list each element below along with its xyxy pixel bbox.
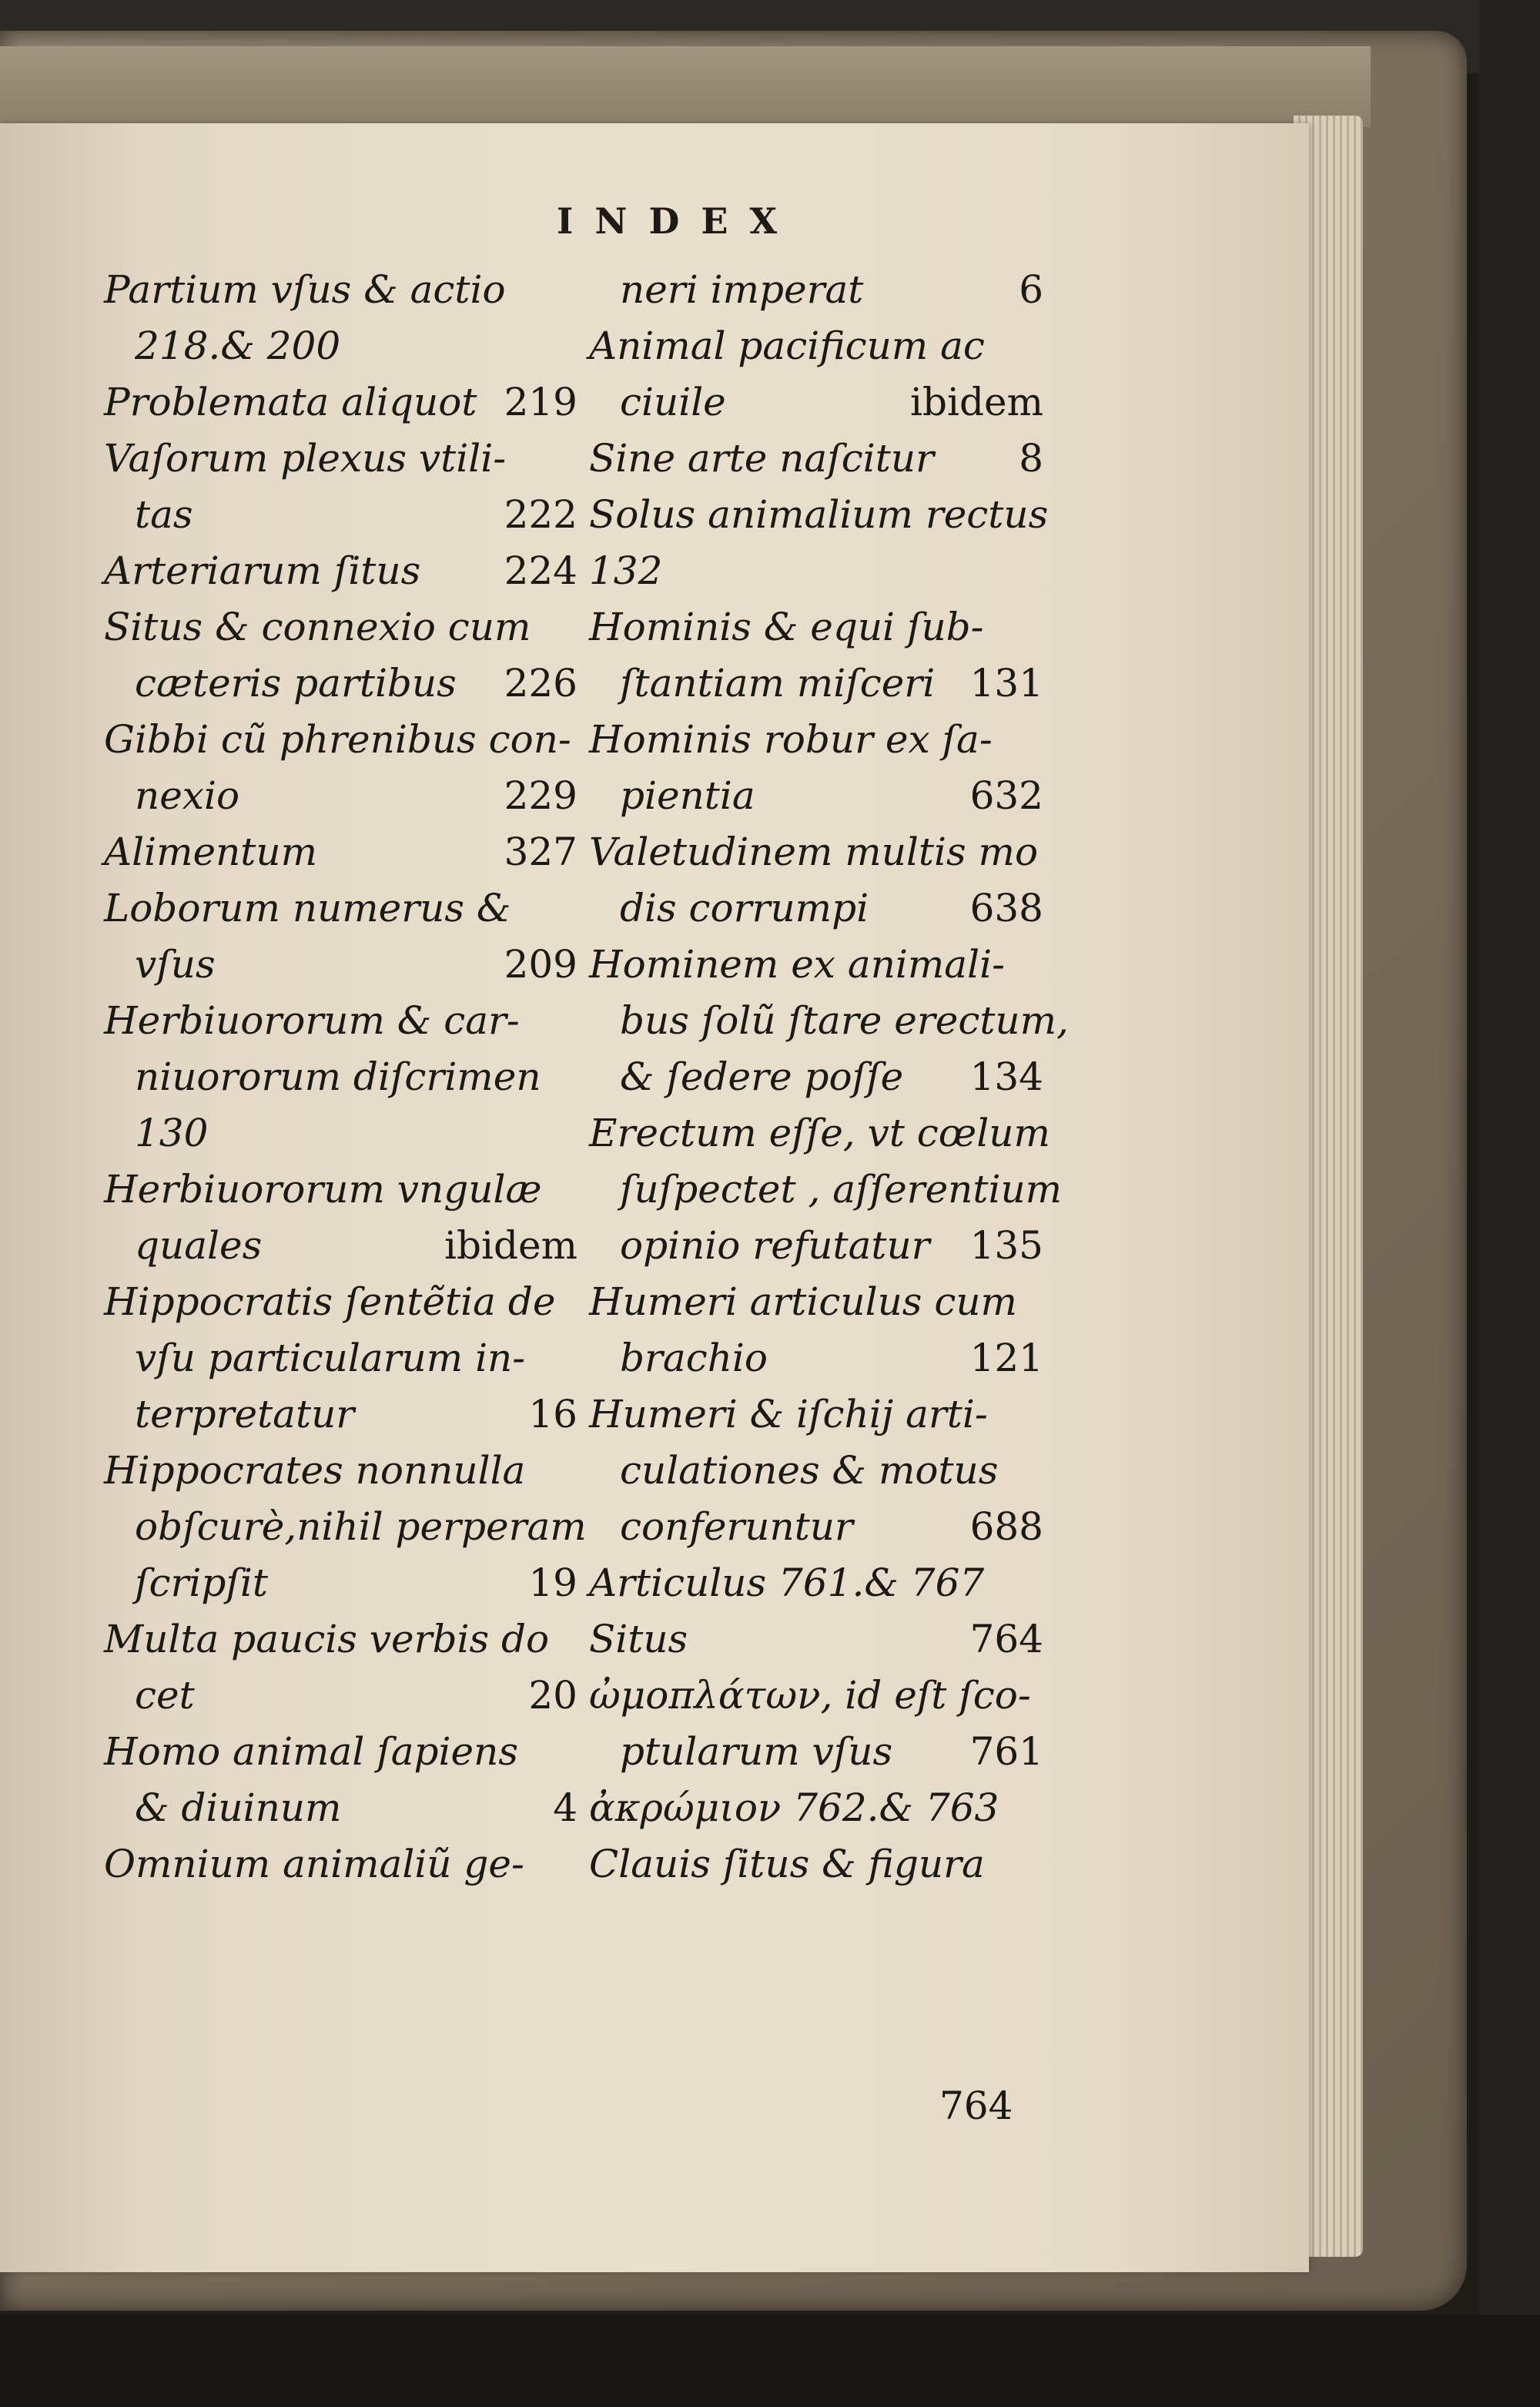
index-entry-text: ptularum vſus — [620, 1729, 893, 1774]
index-entry-text: vſu particularum in- — [135, 1336, 526, 1380]
index-entry-text: Loborum numerus & — [104, 886, 511, 930]
index-entry-line — [589, 1611, 1043, 1668]
index-entry-text: Situs — [589, 1617, 688, 1661]
index-entry-text: ὠμοπλάτων, id eſt ſco- — [589, 1673, 1031, 1718]
index-entry-text: cæteris partibus — [135, 661, 457, 706]
index-entry-text: Clauis ſitus & figura — [589, 1842, 985, 1886]
index-entry-line — [589, 1330, 1043, 1386]
index-entry-text: Vaſorum plexus vtili- — [104, 436, 507, 481]
index-entry-line — [104, 1274, 578, 1330]
index-entry-line — [589, 655, 1043, 712]
index-entry-text: Solus animalium rectus — [589, 492, 1049, 537]
index-entry-line — [589, 1780, 1043, 1836]
index-entry-text: Sine arte naſcitur — [589, 436, 934, 481]
index-entry-page-number: 219 — [504, 380, 578, 424]
index-entry-line — [104, 599, 578, 655]
index-entry-text: quales — [135, 1223, 263, 1268]
index-entry-page-number: 121 — [969, 1336, 1043, 1380]
index-entry-text: Situs & connexio cum — [104, 605, 531, 649]
index-entry-line — [104, 1386, 578, 1443]
index-entry-line — [589, 880, 1043, 937]
index-entry-text: neri imperat — [620, 267, 864, 312]
index-entry-line — [104, 1555, 578, 1611]
index-entry-line — [589, 1162, 1063, 1218]
index-entry-text: ἀκρώμιον 762.& 763 — [589, 1785, 999, 1830]
index-entry-page-number: 20 — [528, 1673, 578, 1718]
index-entry-line — [104, 1049, 578, 1105]
index-entry-text: Erectum eſſe, vt cœlum — [589, 1111, 1050, 1155]
index-entry-line — [589, 1499, 1043, 1555]
index-entry-page-number: 19 — [528, 1561, 578, 1605]
index-entry-text: Omnium animaliũ ge- — [104, 1842, 524, 1886]
index-entry-text: Herbiuororum vngulæ — [104, 1167, 542, 1212]
index-entry-page-number: 224 — [504, 548, 578, 593]
index-entry-text: Articulus 761.& 767 — [589, 1561, 985, 1605]
index-entry-page-number: 327 — [504, 830, 578, 874]
index-entry-line — [104, 768, 578, 824]
index-entry-line — [104, 1443, 578, 1499]
index-entry-line — [104, 655, 578, 712]
index-entry-line — [589, 937, 1043, 993]
index-entry-line — [104, 1330, 578, 1386]
index-entry-text: cet — [135, 1673, 195, 1718]
index-entry-text: Gibbi cũ phrenibus con- — [104, 717, 571, 762]
index-entry-line — [104, 937, 578, 993]
index-entry-page-number: 209 — [504, 942, 578, 987]
index-entry-line — [104, 880, 578, 937]
index-entry-text: Homo animal ſapiens — [104, 1729, 518, 1774]
index-entry-text: Valetudinem multis mo — [589, 830, 1039, 874]
index-entry-text: culationes & motus — [620, 1448, 999, 1493]
index-entry-text: Hominis robur ex ſa- — [589, 717, 993, 762]
index-entry-line — [104, 1836, 578, 1892]
index-entry-line — [589, 1555, 1043, 1611]
index-entry-text: Humeri articulus cum — [589, 1279, 1017, 1324]
index-entry-page-number: 638 — [969, 886, 1043, 930]
index-entry-line — [589, 599, 1043, 655]
index-entry-text: Hippocrates nonnulla — [104, 1448, 526, 1493]
index-entry-text: Partium vſus & actio — [104, 267, 506, 312]
book-page — [0, 123, 1309, 2272]
index-entry-line — [589, 1836, 1043, 1892]
index-entry-page-number: 632 — [969, 773, 1043, 818]
index-entry-line — [104, 431, 578, 487]
book-cover-top-edge — [0, 46, 1371, 127]
index-entry-line — [589, 824, 1043, 880]
index-entry-text: & diuinum — [135, 1785, 342, 1830]
index-entry-text: 130 — [135, 1111, 209, 1155]
index-entry-page-number: 222 — [504, 492, 578, 537]
index-entry-text: Arteriarum ſitus — [104, 548, 421, 593]
index-entry-page-number: 134 — [969, 1054, 1043, 1099]
index-entry-text: Hominis & equi ſub- — [589, 605, 984, 649]
index-entry-page-number: 6 — [1019, 267, 1043, 312]
index-entry-text: Herbiuororum & car- — [104, 998, 520, 1043]
index-entry-text: ſtantiam miſceri — [620, 661, 936, 706]
index-entry-text: terpretatur — [135, 1392, 355, 1436]
index-entry-text: nexio — [135, 773, 240, 818]
index-entry-line — [104, 1162, 578, 1218]
index-entry-line — [589, 993, 1069, 1049]
index-entry-text: conferuntur — [620, 1504, 853, 1549]
index-entry-line — [589, 543, 1043, 599]
index-entry-line — [104, 1105, 578, 1162]
index-entry-page-number: ibidem — [444, 1223, 578, 1268]
index-entry-text: niuororum diſcrimen — [135, 1054, 541, 1099]
index-entry-page-number: 688 — [969, 1504, 1043, 1549]
index-entry-page-number: 8 — [1019, 436, 1043, 481]
index-column-right — [589, 262, 1069, 1892]
index-entry-page-number: 135 — [969, 1223, 1043, 1268]
index-entry-text: vſus — [135, 942, 216, 987]
index-entry-text: & ſedere poſſe — [620, 1054, 904, 1099]
index-entry-line — [589, 1105, 1050, 1162]
index-entry-line — [104, 262, 578, 318]
index-entry-line — [104, 824, 578, 880]
index-entry-text: Hominem ex animali- — [589, 942, 1005, 987]
index-entry-line — [589, 318, 1043, 374]
page-header: INDEX — [556, 200, 799, 242]
index-entry-line — [104, 1668, 578, 1724]
index-entry-line — [104, 487, 578, 543]
index-entry-text: 132 — [589, 548, 663, 593]
index-entry-line — [104, 1724, 578, 1780]
background-right — [1478, 0, 1540, 2407]
index-entry-line — [589, 1668, 1043, 1724]
index-entry-text: pientia — [620, 773, 755, 818]
index-entry-text: Animal pacificum ac — [589, 324, 985, 368]
background-bottom — [0, 2315, 1540, 2407]
index-entry-text: tas — [135, 492, 193, 537]
index-entry-page-number: 4 — [553, 1785, 578, 1830]
trailing-page-number: 764 — [939, 2083, 1013, 2128]
index-entry-line — [104, 712, 578, 768]
index-entry-text: obſcurè,nihil perperam — [135, 1504, 587, 1549]
index-entry-line — [589, 1443, 1043, 1499]
index-entry-page-number: 229 — [504, 773, 578, 818]
index-entry-text: ſcripſit — [135, 1561, 268, 1605]
index-entry-line — [589, 1724, 1043, 1780]
index-entry-line — [104, 318, 578, 374]
index-entry-page-number: 16 — [528, 1392, 578, 1436]
index-entry-text: 218.& 200 — [135, 324, 341, 368]
index-entry-line — [589, 374, 1043, 431]
index-entry-line — [589, 1274, 1043, 1330]
index-entry-line — [104, 374, 578, 431]
index-entry-line — [104, 1499, 587, 1555]
index-column-left — [104, 262, 587, 1892]
index-entry-line — [104, 1218, 578, 1274]
index-entry-line — [104, 1780, 578, 1836]
index-entry-text: Alimentum — [104, 830, 318, 874]
index-entry-text: bus ſolũ ſtare erectum, — [620, 998, 1069, 1043]
index-entry-text: Hippocratis ſentẽtia de — [104, 1279, 556, 1324]
index-entry-line — [589, 768, 1043, 824]
index-entry-text: brachio — [620, 1336, 768, 1380]
index-entry-line — [589, 431, 1043, 487]
index-entry-line — [104, 1611, 578, 1668]
index-entry-page-number: 761 — [969, 1729, 1043, 1774]
index-entry-line — [589, 1049, 1043, 1105]
index-entry-text: dis corrumpi — [620, 886, 869, 930]
index-entry-line — [589, 1218, 1043, 1274]
index-entry-text: Problemata aliquot — [104, 380, 477, 424]
index-entry-line — [589, 1386, 1043, 1443]
index-entry-line — [589, 262, 1043, 318]
index-entry-line — [104, 543, 578, 599]
index-entry-page-number: 764 — [969, 1617, 1043, 1661]
index-entry-line — [104, 993, 578, 1049]
index-entry-text: Humeri & iſchij arti- — [589, 1392, 988, 1436]
index-entry-line — [589, 712, 1043, 768]
index-entry-text: Multa paucis verbis do — [104, 1617, 550, 1661]
index-entry-line — [589, 487, 1049, 543]
index-entry-text: ſuſpectet , aſſerentium — [620, 1167, 1063, 1212]
index-entry-page-number: 226 — [504, 661, 578, 706]
index-entry-page-number: 131 — [969, 661, 1043, 706]
index-entry-text: opinio refutatur — [620, 1223, 930, 1268]
index-entry-text: ciuile — [620, 380, 726, 424]
index-entry-page-number: ibidem — [910, 380, 1043, 424]
